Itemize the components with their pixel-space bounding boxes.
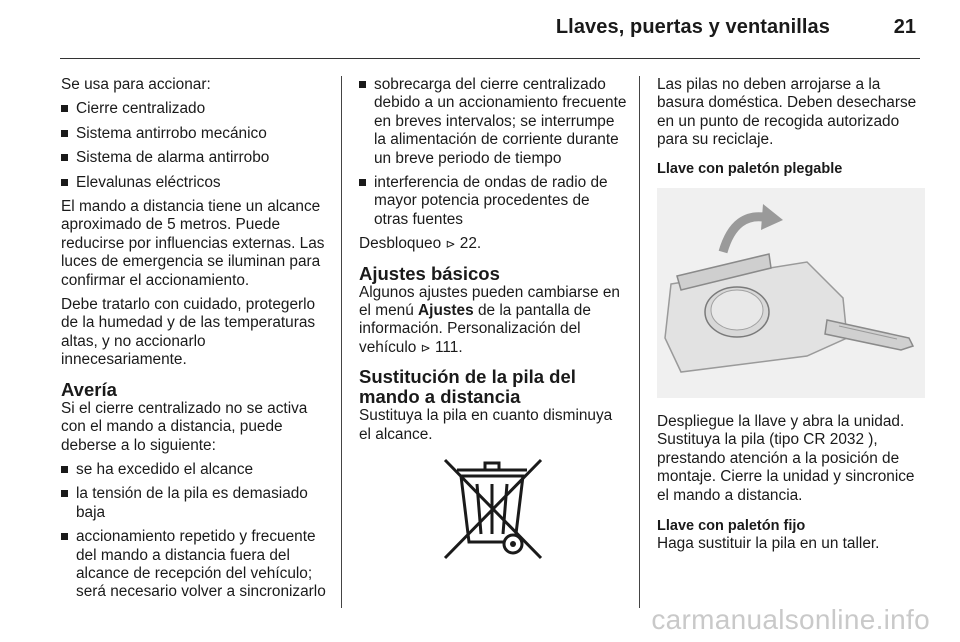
- care-paragraph: Debe tratarlo con cuidado, protegerlo de la humedad y de las temperaturas altas, y no accionarlo innecesariamente.: [61, 296, 316, 369]
- disposal-paragraph: Las pilas no deben arrojarse a la basura doméstica. Deben desecharse en un punto de recogida autorizado para su reciclaje.: [657, 76, 917, 149]
- page-number: 21: [893, 16, 916, 38]
- basic-settings-heading: Ajustes básicos: [359, 262, 500, 284]
- page-header: [0, 0, 960, 56]
- settings-menu-name: Ajustes: [418, 302, 474, 320]
- fixed-key-paragraph: Haga sustituir la pila en un taller.: [657, 535, 880, 553]
- column-3: [657, 76, 927, 559]
- usage-item: Elevalunas eléctricos: [61, 174, 326, 192]
- fault-cause: se ha excedido el alcance: [61, 461, 326, 479]
- basic-post-text: de la pantalla de información. Personalización del vehículo: [359, 302, 591, 356]
- unlock-page-link[interactable]: 22.: [459, 235, 482, 253]
- page-title: Llaves, puertas y ventanillas: [555, 16, 830, 38]
- basic-settings-paragraph: [359, 284, 627, 358]
- unlock-reference: [359, 235, 627, 253]
- battery-heading: Sustitución de la pila del mando a distancia: [359, 366, 576, 408]
- fault-cause: la tensión de la pila es demasiado baja: [61, 485, 326, 522]
- fault-heading: Avería: [61, 378, 117, 400]
- usage-item: Sistema antirrobo mecánico: [61, 125, 326, 143]
- column-divider-2: [639, 76, 640, 608]
- column-2: [359, 76, 627, 570]
- usage-item: Sistema de alarma antirrobo: [61, 149, 326, 167]
- key-figure: [657, 188, 927, 403]
- foldable-key-battery-illustration: [657, 188, 925, 398]
- basic-pre-text: Algunos ajustes pueden cambiarse en el menú: [359, 283, 620, 320]
- basic-page-link[interactable]: 111.: [434, 338, 463, 356]
- foldable-key-heading: Llave con paletón plegable: [657, 160, 843, 177]
- recycle-figure: [359, 454, 627, 569]
- unlock-text: Desbloqueo: [359, 235, 442, 253]
- fault-intro: Si el cierre centralizado no se activa con el mando a distancia, puede deberse a lo siguiente:: [61, 399, 308, 454]
- watermark: carmanualsonline.info: [651, 604, 930, 635]
- fault-cause: sobrecarga del cierre centralizado debido a un accionamiento frecuente en breves intervalos; se interrumpe la alimentación de corriente durante un breve periodo de tiempo: [359, 76, 627, 168]
- usage-intro: Se usa para accionar:: [61, 76, 211, 93]
- cross-ref-arrow-icon: ⊳: [420, 340, 431, 355]
- fault-cause: interferencia de ondas de radio de mayor potencia procedentes de otras fuentes: [359, 174, 627, 229]
- fault-cause: accionamiento repetido y frecuente del mando a distancia fuera del alcance de recepción del vehículo; será necesario volver a sincronizarlo: [61, 528, 326, 602]
- cross-ref-arrow-icon: ⊳: [445, 237, 456, 252]
- usage-item: Cierre centralizado: [61, 100, 326, 118]
- fixed-key-heading: Llave con paletón fijo: [657, 518, 806, 535]
- range-paragraph: El mando a distancia tiene un alcance aproximado de 5 metros. Puede reducirse por influencias externas. Las luces de emergencia se iluminan para confirmar el accionamiento.: [61, 198, 325, 289]
- crossed-out-wheelie-bin-icon: [437, 454, 549, 564]
- foldable-key-paragraph: Despliegue la llave y abra la unidad. Sustituya la pila (tipo CR 2032 ), prestando atención a la posición de montaje. Cierre la unidad y sincronice el mando a distancia.: [657, 413, 915, 504]
- column-1: [61, 76, 326, 608]
- header-rule: [60, 58, 920, 59]
- column-divider-1: [341, 76, 342, 608]
- battery-paragraph: Sustituya la pila en cuanto disminuya el alcance.: [359, 407, 613, 443]
